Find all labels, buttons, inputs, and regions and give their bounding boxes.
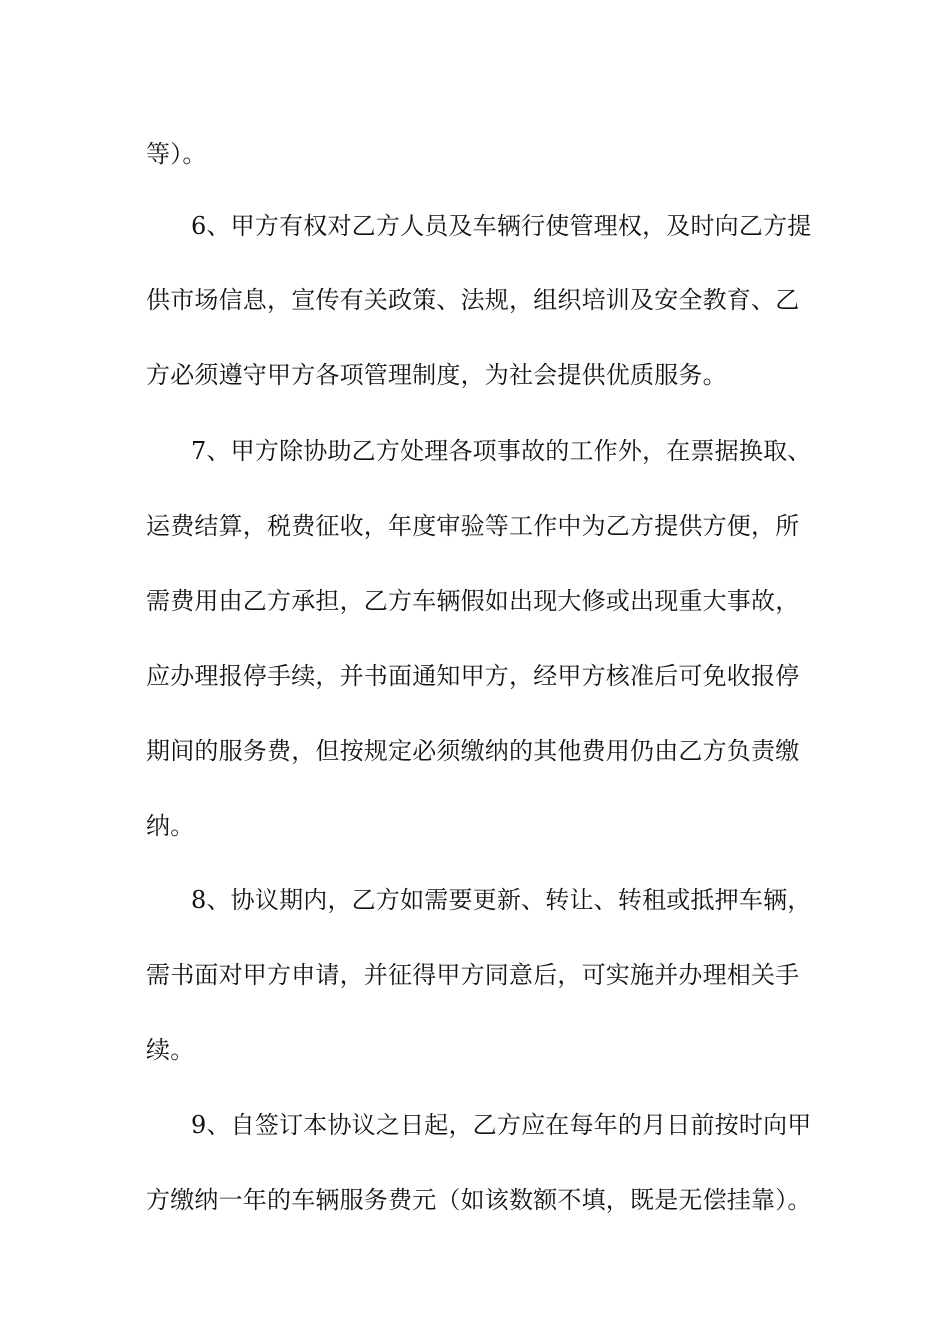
- clause-7-line-6: 纳。: [146, 812, 195, 840]
- clause-8-line-1: 8、协议期内，乙方如需要更新、转让、转租或抵押车辆，: [191, 886, 812, 914]
- clause-7-line-1: 7、甲方除协助乙方处理各项事故的工作外，在票据换取、: [191, 437, 812, 465]
- clause-7-line-3: 需费用由乙方承担，乙方车辆假如出现大修或出现重大事故，: [146, 587, 800, 615]
- clause-6-line-2: 供市场信息，宣传有关政策、法规，组织培训及安全教育、乙: [146, 286, 800, 314]
- clause-9-line-2: 方缴纳一年的车辆服务费元（如该数额不填，既是无偿挂靠）。: [146, 1186, 812, 1214]
- clause-7-line-2: 运费结算，税费征收，年度审验等工作中为乙方提供方便，所: [146, 512, 800, 540]
- clause-9-line-1: 9、自签订本协议之日起，乙方应在每年的月日前按时向甲: [191, 1111, 812, 1139]
- clause-7-line-4: 应办理报停手续，并书面通知甲方，经甲方核准后可免收报停: [146, 662, 800, 690]
- clause-6-line-1: 6、甲方有权对乙方人员及车辆行使管理权，及时向乙方提: [191, 212, 812, 240]
- clause-8-line-2: 需书面对甲方申请，并征得甲方同意后，可实施并办理相关手: [146, 961, 800, 989]
- clause-7-line-5: 期间的服务费，但按规定必须缴纳的其他费用仍由乙方负责缴: [146, 737, 800, 765]
- text-line-1: 等）。: [146, 140, 207, 168]
- clause-8-line-3: 续。: [146, 1036, 195, 1064]
- clause-6-line-3: 方必须遵守甲方各项管理制度，为社会提供优质服务。: [146, 361, 727, 389]
